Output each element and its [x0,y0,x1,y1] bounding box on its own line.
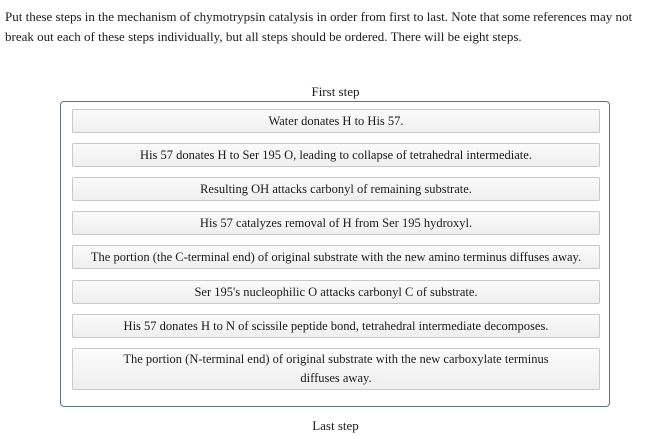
draggable-step-item[interactable]: Ser 195's nucleophilic O attacks carbonyl C of substrate. [72,280,600,304]
draggable-step-item[interactable]: Resulting OH attacks carbonyl of remaining substrate. [72,177,600,201]
draggable-step-item[interactable]: Water donates H to His 57. [72,109,600,133]
draggable-step-item[interactable]: The portion (the C-terminal end) of original substrate with the new amino terminus diffuses away. [72,245,600,269]
draggable-step-item[interactable]: His 57 catalyzes removal of H from Ser 195 hydroxyl. [72,211,600,235]
draggable-step-item[interactable]: His 57 donates H to N of scissile peptide bond, tetrahedral intermediate decomposes. [72,314,600,338]
draggable-step-item[interactable]: His 57 donates H to Ser 195 O, leading to collapse of tetrahedral intermediate. [72,143,600,167]
draggable-step-item[interactable]: The portion (N-terminal end) of original substrate with the new carboxylate terminus diffuses away. [72,348,600,390]
last-step-label: Last step [312,418,359,433]
question-instructions: Put these steps in the mechanism of chymotrypsin catalysis in order from first to last. Note that some references may not break out each of these steps individually, but all steps should be ordered. There will be eight steps. [5,9,633,44]
first-step-label: First step [311,84,360,99]
ordering-container [60,101,610,407]
